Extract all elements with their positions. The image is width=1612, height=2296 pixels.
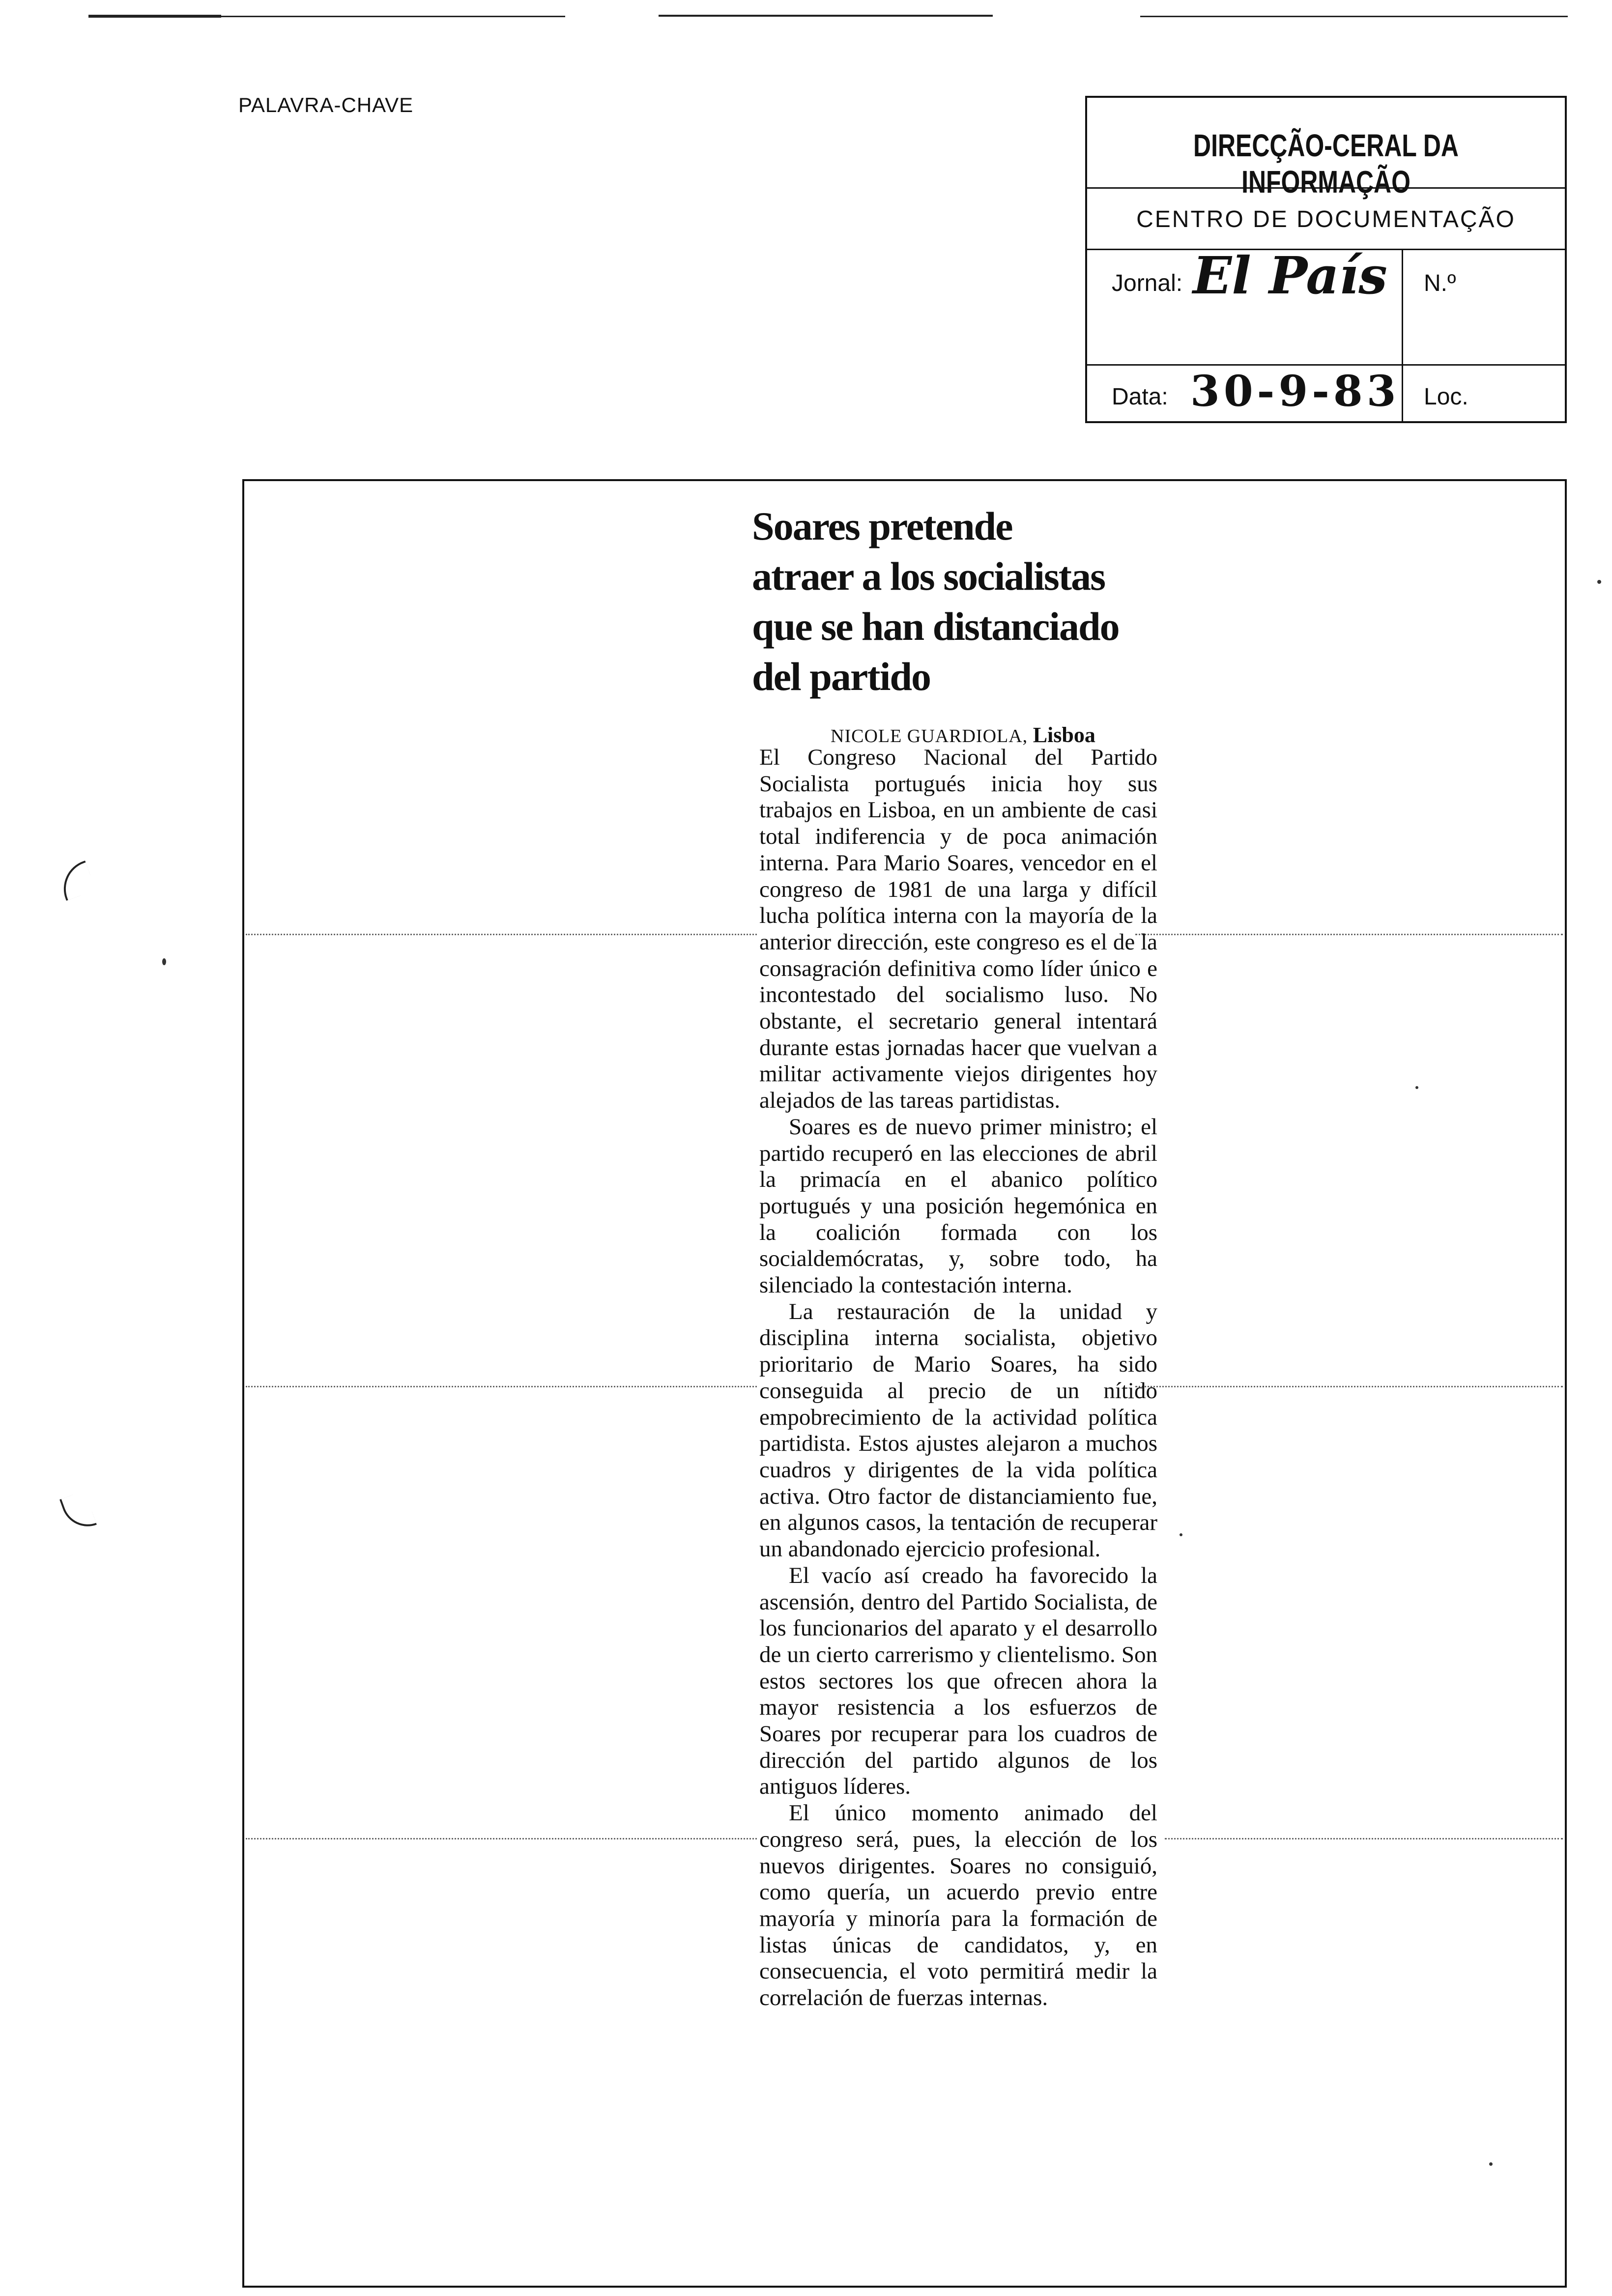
article-paragraph: Soares es de nuevo primer ministro; el partido recuperó en las elecciones de abril la primacía en el abanico político portugués y una posición hegemónica en la coalición formada con los socialdemócratas, y, sobre todo, ha silenciado la contestación interna.: [759, 1114, 1157, 1298]
article-body: [759, 745, 1157, 2011]
article-paragraph: El Congreso Nacional del Partido Socialista portugués inicia hoy sus trabajos en Lisboa, en un ambiente de casi total indiferencia y de poca animación interna. Para Mario Soares, vencedor en el congreso de 1981 de una larga y difícil lucha política interna con la mayoría de la anterior dirección, este congreso es el de la consagración definitiva como líder único e incontestado del socialismo luso. No obstante, el secretario general intentará durante estas jornadas hacer que vuelvan a militar activamente viejos dirigentes hoy alejados de las tareas partidistas.: [759, 745, 1157, 1114]
fold-line: [246, 934, 757, 935]
scan-speck: [1597, 580, 1601, 584]
fold-line: [1135, 934, 1563, 935]
article-paragraph: El vacío así creado ha favorecido la ascensión, dentro del Partido Socialista, de los funcionarios del aparato y el desarrollo de un cierto carrerismo y clientelismo. Son estos sectores los que ofrecen ahora la mayor resistencia a los esfuerzos de Soares por recuperar para los cuadros de dirección del partido algunos de los antiguos líderes.: [759, 1562, 1157, 1800]
fold-line: [246, 1386, 757, 1387]
stamp-subheader: [1087, 189, 1565, 250]
headline-line: Soares pretende: [752, 504, 1012, 548]
headline-line: del partido: [752, 654, 930, 699]
stamp-jornal-row: [1087, 245, 1565, 366]
top-rule-far: [1140, 16, 1568, 17]
scan-speck: [1180, 1533, 1182, 1536]
documentation-stamp: [1085, 96, 1567, 423]
top-rule-right: [659, 15, 993, 17]
stamp-divider: [1402, 250, 1403, 364]
headline-line: que se han distanciado: [752, 604, 1119, 649]
scan-speck: [1415, 1086, 1418, 1089]
stamp-data-row: [1087, 366, 1565, 423]
jornal-handwritten-value: El País: [1193, 245, 1387, 306]
keyword-label: PALAVRA-CHAVE: [238, 93, 414, 116]
numero-label: N.º: [1424, 270, 1456, 296]
stamp-header: [1087, 98, 1565, 200]
headline-line: atraer a los socialistas: [752, 554, 1105, 599]
data-label: Data:: [1112, 384, 1168, 410]
scan-speck: [1489, 2162, 1493, 2166]
byline-author: NICOLE GUARDIOLA,: [831, 726, 1028, 746]
article-byline: [831, 722, 1095, 747]
data-handwritten-value: 30-9-83: [1190, 367, 1400, 416]
stamp-agency: DIRECÇÃO-CERAL DA INFORMAÇÃO: [1193, 128, 1459, 200]
loc-label: Loc.: [1424, 384, 1468, 410]
fold-line: [1135, 1386, 1563, 1387]
fold-line: [1165, 1838, 1563, 1839]
stamp-divider: [1402, 366, 1403, 422]
stamp-centre: CENTRO DE DOCUMENTAÇÃO: [1136, 206, 1516, 232]
fold-line: [246, 1838, 757, 1839]
jornal-label: Jornal:: [1112, 270, 1183, 296]
byline-city: Lisboa: [1033, 723, 1095, 747]
scan-mark: [59, 1491, 97, 1534]
top-rule-left: [88, 15, 221, 18]
scan-mark: [56, 861, 96, 901]
article-paragraph: La restauración de la unidad y disciplina interna socialista, objetivo prioritario de Mario Soares, ha sido conseguida al precio de un nítido empobrecimiento de la actividad política partidista. Estos ajustes alejaron a muchos cuadros y dirigentes de la vida política activa. Otro factor de distanciamiento fue, en algunos casos, la tentación de recuperar un abandonado ejercicio profesional.: [759, 1298, 1157, 1562]
scan-speck: [162, 958, 166, 965]
article-headline: [752, 501, 1194, 702]
article-paragraph: El único momento animado del congreso será, pues, la elección de los nuevos dirigentes. Soares no consiguió, como quería, un acuerdo previo entre mayoría y minoría para la formación de listas únicas de candidatos, y, en consecuencia, el voto permitirá medir la correlación de fuerzas internas.: [759, 1800, 1157, 2011]
top-rule-mid: [221, 16, 565, 17]
